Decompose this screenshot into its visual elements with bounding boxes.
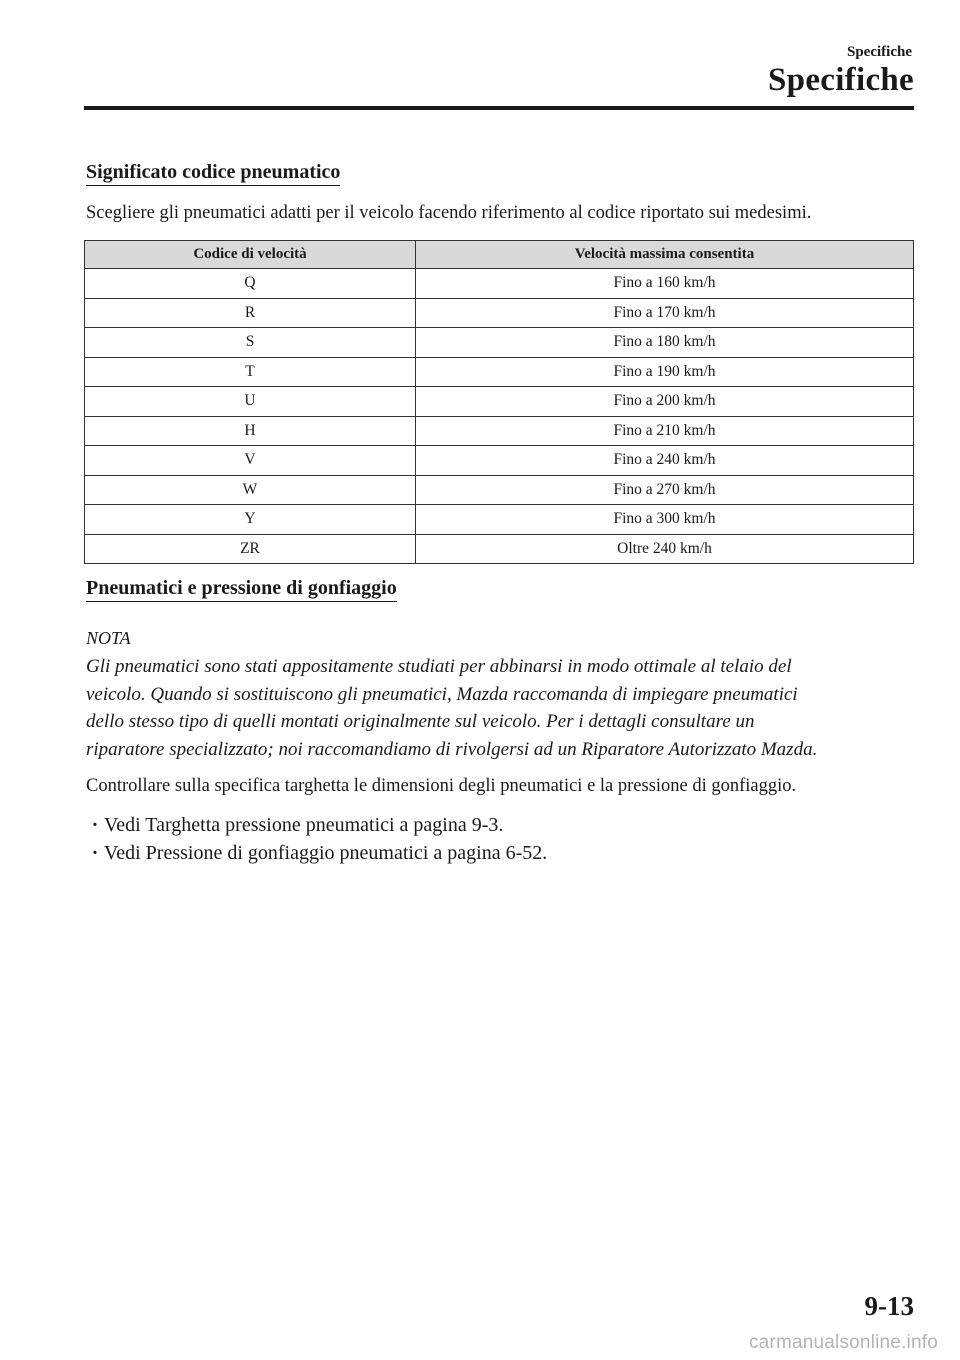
max-speed-cell: Fino a 240 km/h <box>416 446 914 476</box>
nota-line: Gli pneumatici sono stati appositamente studiati per abbinarsi in modo ottimale al telaio del <box>86 656 792 677</box>
nota-label: NOTA <box>86 628 131 648</box>
speed-code-table <box>84 240 914 564</box>
max-speed-cell: Fino a 170 km/h <box>416 298 914 328</box>
speed-code-cell: T <box>85 357 416 387</box>
table-row <box>85 505 914 535</box>
max-speed-cell: Fino a 270 km/h <box>416 475 914 505</box>
nota-text <box>86 653 926 763</box>
table-row <box>85 328 914 358</box>
list-item-text: Vedi Pressione di gonfiaggio pneumatici a pagina 6-52. <box>104 841 548 864</box>
nota-line: dello stesso tipo di quelli montati originalmente sul veicolo. Per i dettagli consultare un <box>86 711 755 732</box>
table-row <box>85 387 914 417</box>
chapter-label: Specifiche <box>847 44 912 60</box>
table-header-row <box>85 241 914 269</box>
tire-pressure-body: Controllare sulla specifica targhetta le dimensioni degli pneumatici e la pressione di gonfiaggio. <box>86 776 797 796</box>
reference-list <box>86 812 547 867</box>
nota-line: veicolo. Quando si sostituiscono gli pneumatici, Mazda raccomanda di impiegare pneumatici <box>86 683 798 705</box>
list-item-text: Vedi Targhetta pressione pneumatici a pagina 9-3. <box>104 814 504 836</box>
max-speed-cell: Fino a 300 km/h <box>416 505 914 535</box>
table-row <box>85 298 914 328</box>
header-divider <box>84 106 914 110</box>
table-row <box>85 534 914 564</box>
tire-code-title: Significato codice pneumatico <box>86 161 340 186</box>
column-header-code: Codice di velocità <box>85 241 416 269</box>
table-row <box>85 357 914 387</box>
speed-code-cell: U <box>85 387 416 417</box>
speed-code-cell: V <box>85 446 416 476</box>
bullet-dot-icon: · <box>91 841 99 864</box>
list-item <box>86 840 547 868</box>
list-item <box>86 812 547 840</box>
speed-code-cell: Y <box>85 505 416 535</box>
speed-code-cell: S <box>85 328 416 358</box>
max-speed-cell: Oltre 240 km/h <box>416 534 914 564</box>
max-speed-cell: Fino a 210 km/h <box>416 416 914 446</box>
speed-code-cell: Q <box>85 269 416 299</box>
speed-code-cell: H <box>85 416 416 446</box>
max-speed-cell: Fino a 180 km/h <box>416 328 914 358</box>
max-speed-cell: Fino a 160 km/h <box>416 269 914 299</box>
tire-pressure-title: Pneumatici e pressione di gonfiaggio <box>86 577 397 602</box>
bullet-dot-icon: · <box>91 814 99 836</box>
nota-line: riparatore specializzato; noi raccomandiamo di rivolgersi ad un Riparatore Autorizzato Mazda. <box>86 738 818 760</box>
table-row <box>85 416 914 446</box>
max-speed-cell: Fino a 190 km/h <box>416 357 914 387</box>
table-row <box>85 269 914 299</box>
speed-code-cell: W <box>85 475 416 505</box>
table-row <box>85 475 914 505</box>
table-row <box>85 446 914 476</box>
speed-code-cell: R <box>85 298 416 328</box>
tire-code-intro: Scegliere gli pneumatici adatti per il veicolo facendo riferimento al codice riportato sui medesimi. <box>86 203 812 223</box>
speed-code-cell: ZR <box>85 534 416 564</box>
section-heading: Specifiche <box>768 62 914 98</box>
watermark: carmanualsonline.info <box>748 1332 938 1353</box>
column-header-max-speed: Velocità massima consentita <box>416 241 914 269</box>
max-speed-cell: Fino a 200 km/h <box>416 387 914 417</box>
page-number: 9-13 <box>864 1291 914 1321</box>
